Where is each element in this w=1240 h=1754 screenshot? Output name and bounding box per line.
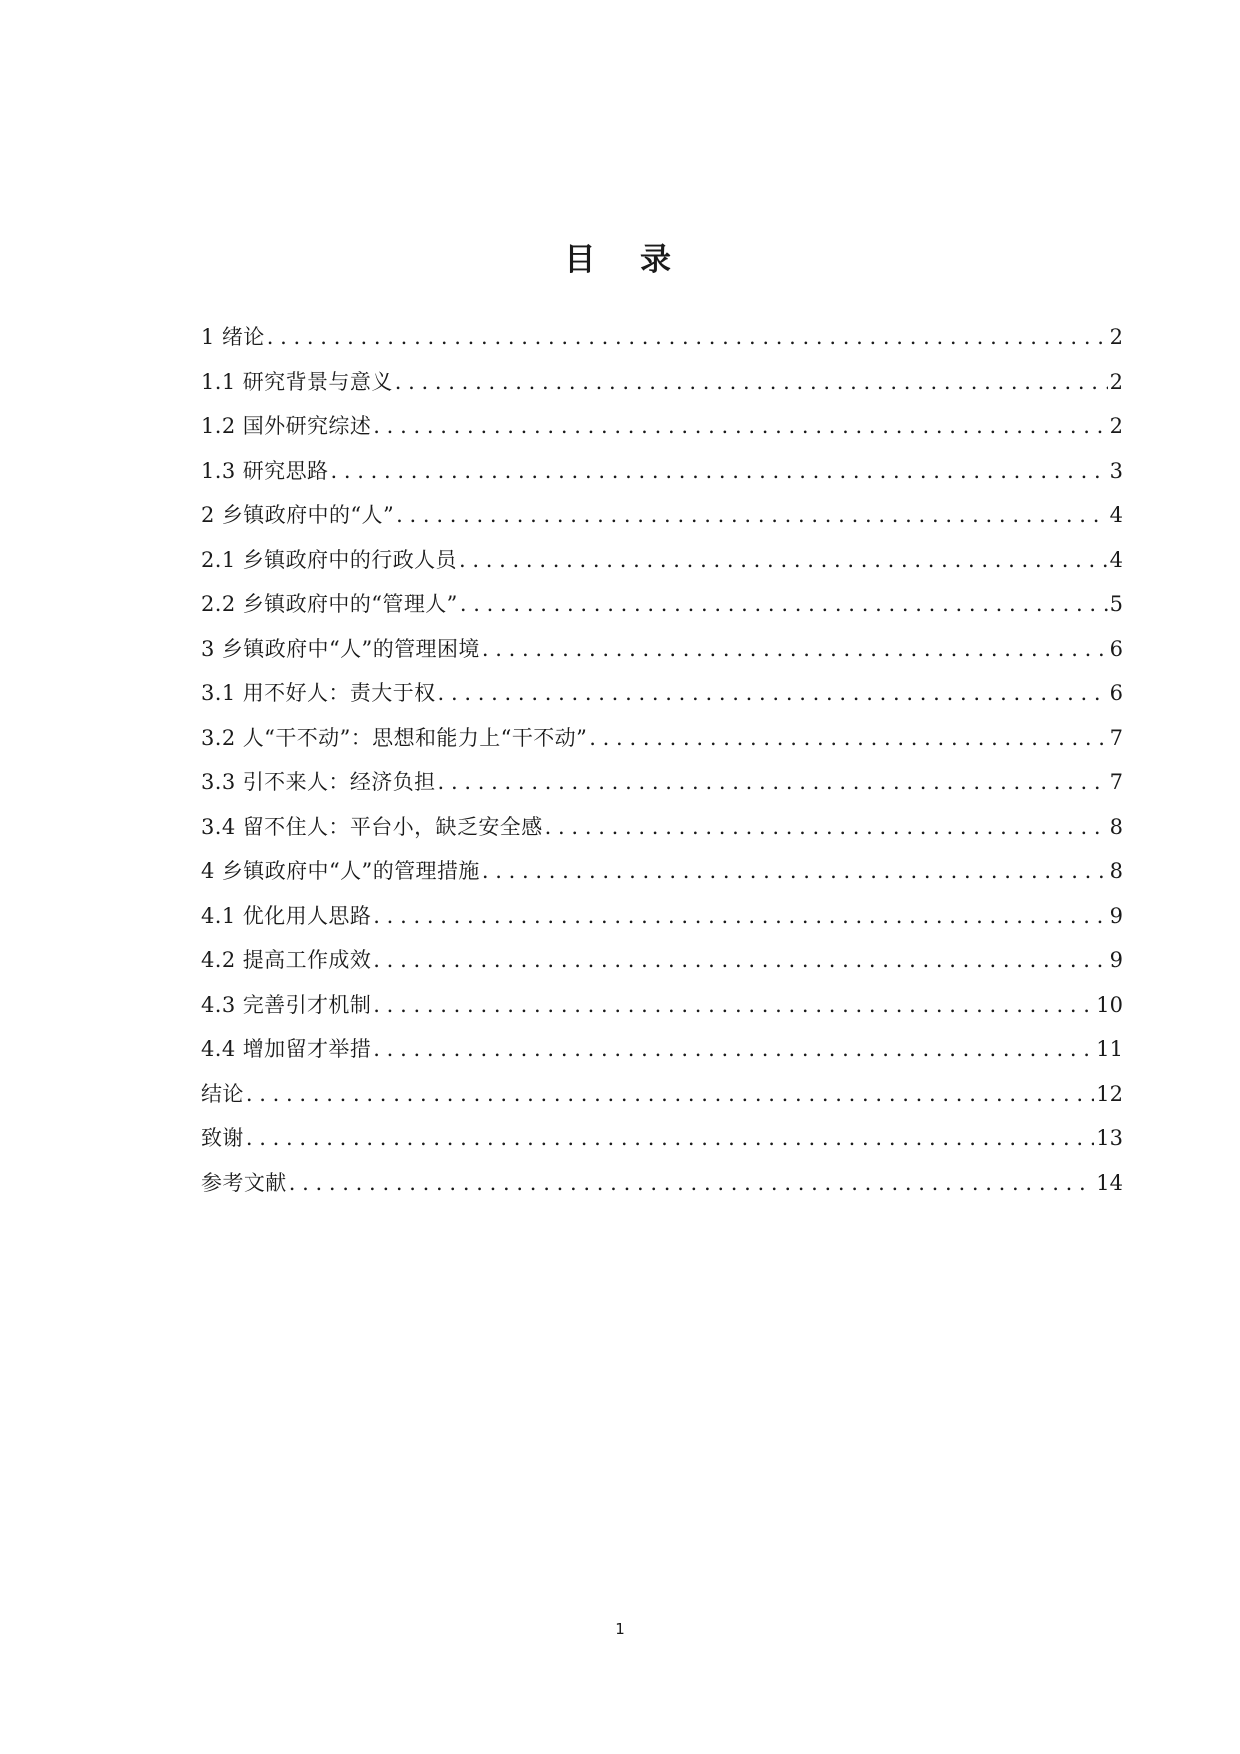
toc-entry-page: 6 xyxy=(1109,681,1123,705)
toc-entry-page: 14 xyxy=(1096,1170,1123,1195)
table-of-contents xyxy=(201,315,1123,1205)
toc-dot-leader xyxy=(482,627,1108,672)
toc-entry-label: 结论 xyxy=(201,1081,244,1106)
toc-entry-page: 7 xyxy=(1109,725,1123,750)
toc-entry-page: 5 xyxy=(1109,592,1123,616)
toc-entry-label: 1 绪论 xyxy=(201,325,265,349)
toc-entry[interactable] xyxy=(201,760,1123,805)
toc-dot-leader xyxy=(459,538,1108,583)
toc-entry-page: 4 xyxy=(1109,503,1123,527)
toc-entry-page: 12 xyxy=(1096,1081,1123,1106)
toc-entry-page: 11 xyxy=(1096,1037,1123,1061)
toc-entry-page: 2 xyxy=(1109,369,1123,394)
toc-entry-label: 4.3 完善引才机制 xyxy=(201,992,372,1017)
toc-entry-label: 3 乡镇政府中“人”的管理困境 xyxy=(201,636,480,661)
toc-entry-page: 9 xyxy=(1109,948,1123,972)
toc-entry-page: 13 xyxy=(1096,1126,1123,1150)
toc-entry[interactable] xyxy=(201,538,1123,583)
toc-dot-leader xyxy=(589,716,1107,761)
toc-entry-label: 1.1 研究背景与意义 xyxy=(201,369,393,394)
toc-entry-label: 3.4 留不住人：平台小，缺乏安全感 xyxy=(201,814,543,839)
toc-entry-page: 8 xyxy=(1109,859,1123,883)
toc-title-char: 目 xyxy=(564,242,600,278)
toc-entry-label: 4.4 增加留才举措 xyxy=(201,1037,372,1061)
toc-entry-label: 4.2 提高工作成效 xyxy=(201,948,372,972)
toc-entry[interactable] xyxy=(201,493,1123,538)
toc-entry-label: 4.1 优化用人思路 xyxy=(201,903,372,928)
toc-dot-leader xyxy=(482,849,1108,894)
toc-entry[interactable] xyxy=(201,805,1123,850)
toc-dot-leader xyxy=(438,671,1108,716)
toc-dot-leader xyxy=(330,449,1107,494)
toc-entry[interactable] xyxy=(201,404,1123,449)
toc-entry[interactable] xyxy=(201,716,1123,761)
toc-dot-leader xyxy=(373,894,1107,939)
toc-entry[interactable] xyxy=(201,849,1123,894)
toc-entry[interactable] xyxy=(201,1072,1123,1117)
toc-entry[interactable] xyxy=(201,449,1123,494)
toc-dot-leader xyxy=(395,360,1108,405)
toc-entry-page: 2 xyxy=(1109,325,1123,349)
toc-entry[interactable] xyxy=(201,938,1123,983)
toc-entry[interactable] xyxy=(201,360,1123,405)
toc-entry-page: 6 xyxy=(1109,636,1123,661)
toc-entry-label: 参考文献 xyxy=(201,1170,287,1195)
toc-entry-page: 3 xyxy=(1109,458,1123,483)
toc-dot-leader xyxy=(438,760,1108,805)
toc-entry[interactable] xyxy=(201,1161,1123,1206)
toc-entry[interactable] xyxy=(201,671,1123,716)
toc-entry-page: 2 xyxy=(1109,414,1123,438)
toc-dot-leader xyxy=(373,404,1107,449)
toc-entry[interactable] xyxy=(201,582,1123,627)
toc-entry[interactable] xyxy=(201,315,1123,360)
toc-entry-page: 9 xyxy=(1109,903,1123,928)
toc-dot-leader xyxy=(460,582,1108,627)
toc-entry-label: 2.1 乡镇政府中的行政人员 xyxy=(201,547,457,572)
toc-entry-page: 10 xyxy=(1096,992,1123,1017)
toc-entry-label: 1.2 国外研究综述 xyxy=(201,414,372,438)
toc-dot-leader xyxy=(246,1116,1094,1161)
toc-dot-leader xyxy=(267,315,1108,360)
toc-entry-page: 8 xyxy=(1109,814,1123,839)
toc-dot-leader xyxy=(373,983,1094,1028)
toc-dot-leader xyxy=(246,1072,1094,1117)
toc-entry-label: 2.2 乡镇政府中的“管理人” xyxy=(201,592,458,616)
toc-dot-leader xyxy=(289,1161,1095,1206)
toc-entry[interactable] xyxy=(201,627,1123,672)
toc-dot-leader xyxy=(373,938,1107,983)
toc-dot-leader xyxy=(373,1027,1094,1072)
toc-entry[interactable] xyxy=(201,894,1123,939)
toc-title xyxy=(0,234,1240,279)
toc-entry-page: 7 xyxy=(1109,770,1123,794)
toc-entry-label: 3.1 用不好人：责大于权 xyxy=(201,681,436,705)
toc-entry[interactable] xyxy=(201,1116,1123,1161)
toc-entry-label: 1.3 研究思路 xyxy=(201,458,329,483)
page-number: 1 xyxy=(615,1620,625,1638)
toc-entry[interactable] xyxy=(201,983,1123,1028)
toc-entry[interactable] xyxy=(201,1027,1123,1072)
toc-entry-label: 4 乡镇政府中“人”的管理措施 xyxy=(201,859,480,883)
toc-entry-label: 3.3 引不来人：经济负担 xyxy=(201,770,436,794)
toc-title-char: 录 xyxy=(640,242,676,278)
toc-dot-leader xyxy=(545,805,1108,850)
toc-entry-label: 3.2 人“干不动”：思想和能力上“干不动” xyxy=(201,725,588,750)
toc-entry-label: 2 乡镇政府中的“人” xyxy=(201,503,395,527)
toc-entry-label: 致谢 xyxy=(201,1126,244,1150)
toc-dot-leader xyxy=(396,493,1107,538)
toc-entry-page: 4 xyxy=(1109,547,1123,572)
